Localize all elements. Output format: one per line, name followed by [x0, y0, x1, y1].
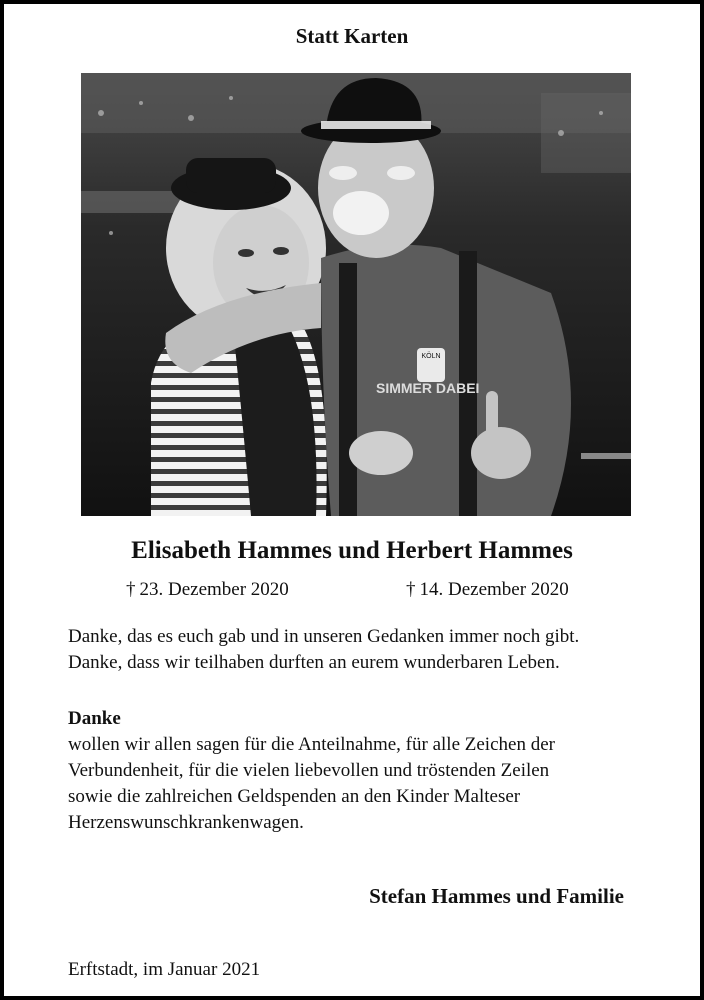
thanks-line: Verbundenheit, für die vielen liebevollen und tröstenden Zeilen [68, 760, 550, 781]
cross-icon: † [126, 579, 136, 600]
intro-line: Danke, dass wir teilhaben durften an eurem wunderbaren Leben. [68, 652, 560, 673]
deceased-names: Elisabeth Hammes und Herbert Hammes [131, 537, 573, 564]
thanks-line: Herzenswunschkrankenwagen. [68, 812, 304, 833]
thanks-line: wollen wir allen sagen für die Anteilnahme, für alle Zeichen der [68, 734, 555, 755]
death-date-left [126, 579, 289, 601]
couple-photo [81, 73, 631, 516]
couple-photo-illustration [81, 73, 631, 516]
death-date-right-text: 14. Dezember 2020 [419, 579, 569, 600]
thanks-paragraph [68, 706, 628, 836]
header-title: Statt Karten [295, 24, 409, 48]
photo-shirt-text: SIMMER DABEI [376, 380, 480, 396]
intro-line: Danke, das es euch gab und in unseren Gedanken immer noch gibt. [68, 626, 580, 647]
death-date-right [406, 579, 569, 601]
intro-paragraph [68, 624, 628, 676]
photo-badge-text: KÖLN [421, 353, 441, 360]
death-date-left-text: 23. Dezember 2020 [139, 579, 289, 600]
place-date: Erftstadt, im Januar 2021 [68, 959, 261, 980]
thanks-line: sowie die zahlreichen Geldspenden an den Kinder Malteser [68, 786, 521, 807]
thanks-heading: Danke [68, 708, 121, 729]
signature: Stefan Hammes und Familie [369, 884, 624, 908]
cross-icon: † [406, 579, 416, 600]
